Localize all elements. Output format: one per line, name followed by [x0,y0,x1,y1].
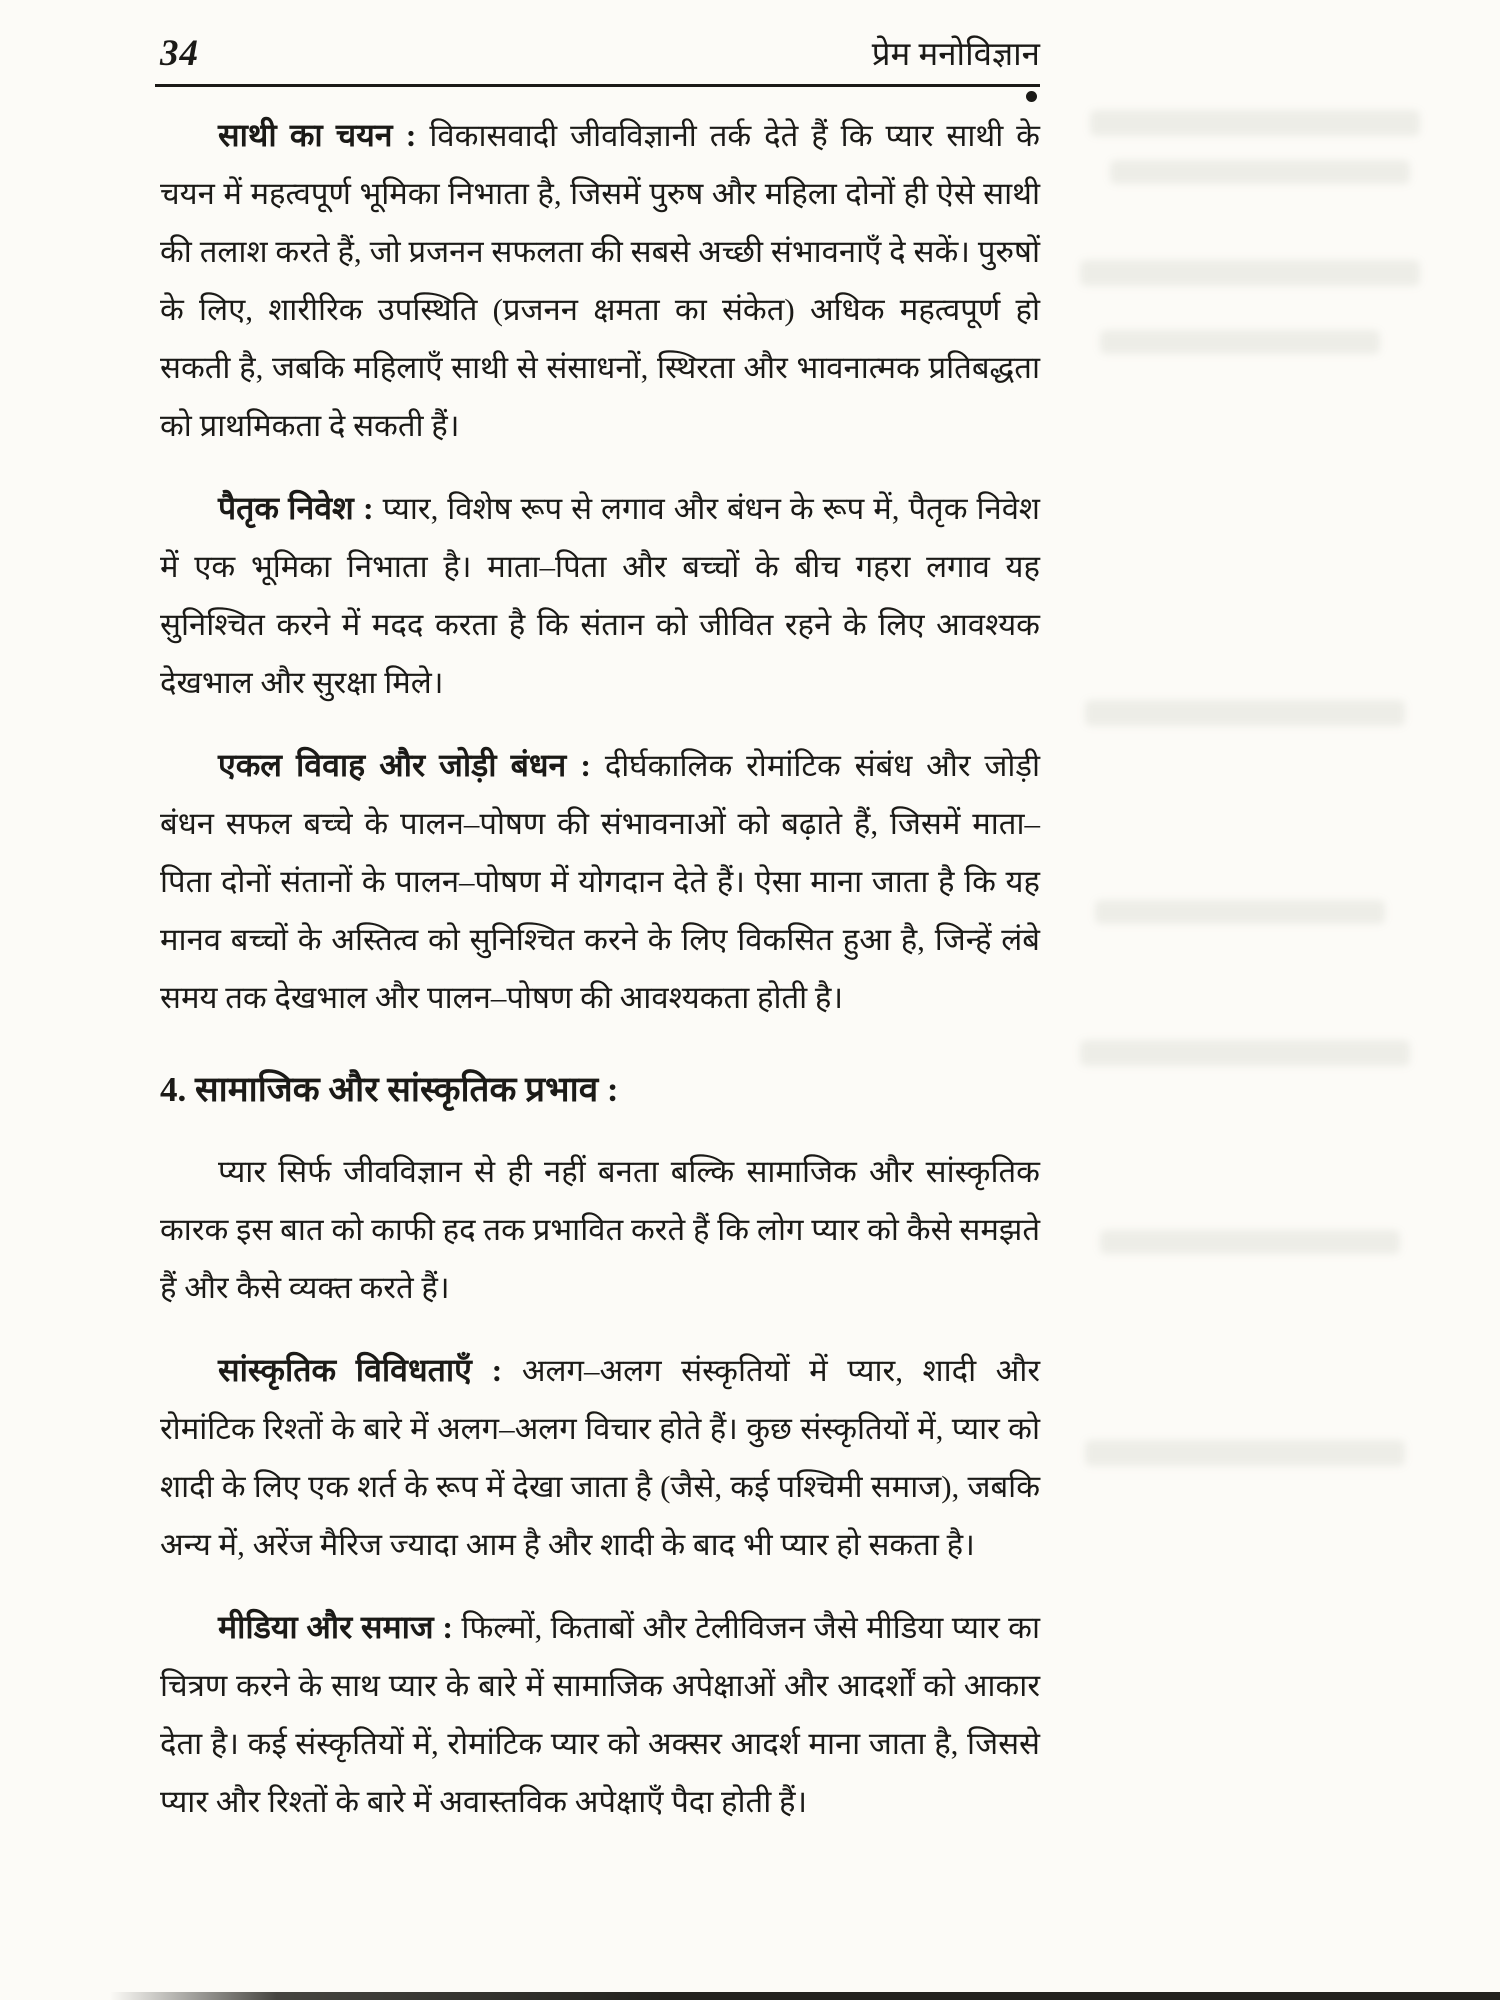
bleedthrough-artifact [1095,900,1385,924]
paragraph-lead: मीडिया और समाज : [218,1609,453,1645]
paragraph-lead: सांस्कृतिक विविधताएँ : [218,1352,503,1388]
paragraph-mate-selection [160,106,1040,455]
bleedthrough-artifact [1080,260,1420,286]
bleedthrough-artifact [1100,330,1380,354]
page-number: 34 [160,33,199,74]
paragraph-text: दीर्घकालिक रोमांटिक संबंध और जोड़ी बंधन सफल बच्चे के पालन–पोषण की संभावनाओं को बढ़ाते हैं, जिसमें माता–पिता दोनों संतानों के पालन–पोषण में योगदान देते हैं। ऐसा माना जाता है कि यह मानव बच्चों के अस्तित्व को सुनिश्चित करने के लिए विकसित हुआ है, जिन्हें लंबे समय तक देखभाल और पालन–पोषण की आवश्यकता होती है। [160,748,1041,1015]
paragraph-parental-investment [160,479,1040,712]
bleedthrough-artifact [1100,1230,1400,1254]
paragraph-text: प्यार, विशेष रूप से लगाव और बंधन के रूप में, पैतृक निवेश में एक भूमिका निभाता है। माता–पिता और बच्चों के बीच गहरा लगाव यह सुनिश्चित करने में मदद करता है कि संतान को जीवित रहने के लिए आवश्यक देखभाल और सुरक्षा मिले। [160,491,1041,700]
section-heading-social-cultural: 4. सामाजिक और सांस्कृतिक प्रभाव : [160,1070,619,1109]
bleedthrough-artifact [1085,1440,1405,1466]
bleedthrough-artifact [1085,700,1405,726]
paragraph-monogamy-pair-bonding [160,736,1040,1027]
paragraph-text: विकासवादी जीवविज्ञानी तर्क देते हैं कि प्यार साथी के चयन में महत्वपूर्ण भूमिका निभाता है, जिसमें पुरुष और महिला दोनों ही ऐसे साथी की तलाश करते हैं, जो प्रजनन सफलता की सबसे अच्छी संभावनाएँ दे सकें। पुरुषों के लिए, शारीरिक उपस्थिति (प्रजनन क्षमता का संकेत) अधिक महत्वपूर्ण हो सकती है, जबकि महिलाएँ साथी से संसाधनों, स्थिरता और भावनात्मक प्रतिबद्धता को प्राथमिकता दे सकती हैं। [160,118,1040,443]
paragraph-lead: साथी का चयन : [218,117,417,153]
bleedthrough-artifact [1110,160,1410,184]
paragraph-lead: पैतृक निवेश : [218,490,374,526]
paragraph-text: प्यार सिर्फ जीवविज्ञान से ही नहीं बनता बल्कि सामाजिक और सांस्कृतिक कारक इस बात को काफी हद तक प्रभावित करते हैं कि लोग प्यार को कैसे समझते हैं और कैसे व्यक्त करते हैं। [160,1154,1040,1305]
page-content [160,96,1040,1831]
header-rule [155,84,1040,87]
paragraph-cultural-variations [160,1341,1040,1574]
page-header [160,30,1040,75]
paragraph-text: अलग–अलग संस्कृतियों में प्यार, शादी और रोमांटिक रिश्तों के बारे में अलग–अलग विचार होते हैं। कुछ संस्कृतियों में, प्यार को शादी के लिए एक शर्त के रूप में देखा जाता है (जैसे, कई पश्चिमी समाज), जबकि अन्य में, अरेंज मैरिज ज्यादा आम है और शादी के बाद भी प्यार हो सकता है। [160,1353,1040,1562]
paragraph-social-cultural-intro [160,1143,1040,1317]
book-title: प्रेम मनोविज्ञान [871,37,1040,73]
paragraph-text: फिल्मों, किताबों और टेलीविजन जैसे मीडिया प्यार का चित्रण करने के साथ प्यार के बारे में सामाजिक अपेक्षाओं और आदर्शों को आकार देता है। कई संस्कृतियों में, रोमांटिक प्यार को अक्सर आदर्श माना जाता है, जिससे प्यार और रिश्तों के बारे में अवास्तविक अपेक्षाएँ पैदा होती हैं। [160,1610,1041,1819]
paragraph-media-society [160,1598,1040,1831]
paragraph-lead: एकल विवाह और जोड़ी बंधन : [218,747,591,783]
scan-bottom-edge [110,1992,1500,2000]
bleedthrough-artifact [1080,1040,1410,1066]
bleedthrough-artifact [1090,110,1420,136]
